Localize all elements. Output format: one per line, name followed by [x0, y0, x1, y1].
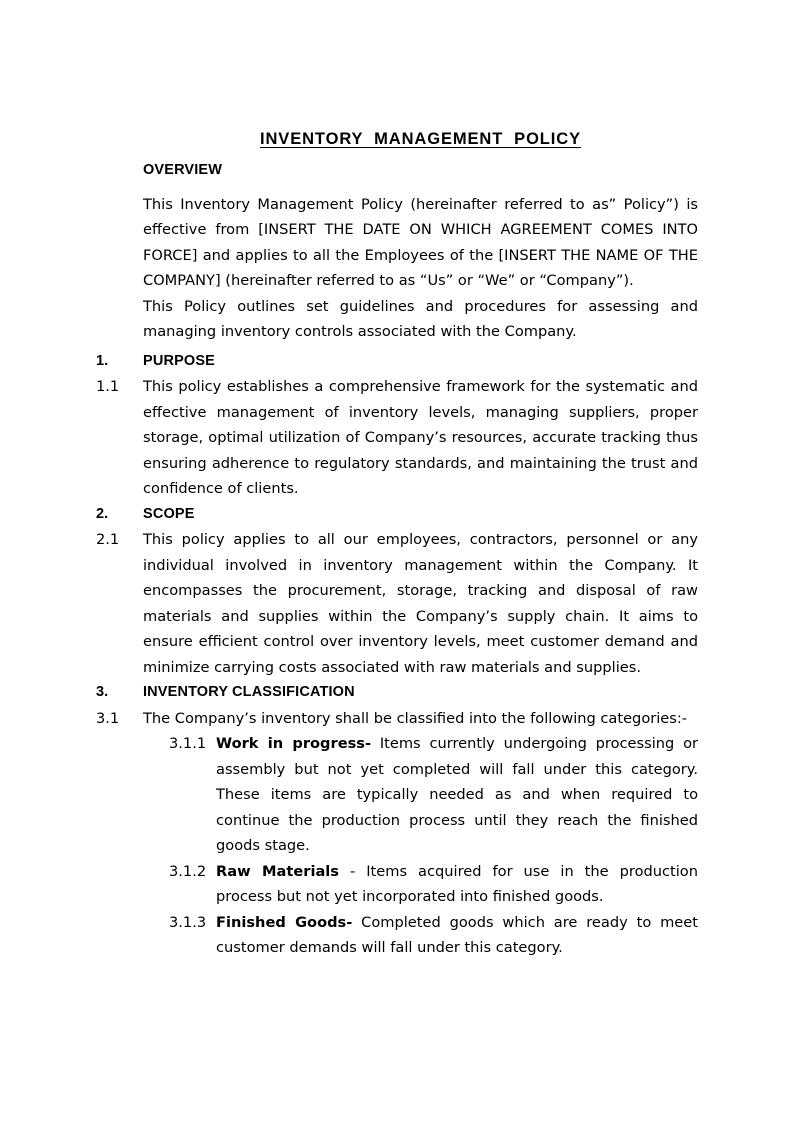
- section-number-3: 3.: [96, 684, 109, 700]
- subclause-body-3-1-3: Completed goods which are ready to meet customer demands will fall under this category.: [216, 913, 698, 956]
- section-heading-row-scope: [96, 502, 698, 528]
- subclause-number-3-1-1: 3.1.1: [169, 735, 207, 752]
- section-heading-row-purpose: [96, 349, 698, 375]
- clause-text-column-3-1: [143, 706, 698, 732]
- section-title-scope: SCOPE: [143, 505, 195, 522]
- subclause-row-3-1-3: [169, 910, 698, 961]
- clause-number-1-1: 1.1: [96, 378, 120, 395]
- subclause-body-3-1-2: - Items acquired for use in the production process but not yet incorporated into finished goods.: [216, 862, 698, 905]
- section-title-purpose: PURPOSE: [143, 352, 215, 369]
- subclause-text-column-3-1-1: [216, 731, 698, 859]
- clause-text-2-1: This policy applies to all our employees, contractors, personnel or any individual involved in inventory management within the Company. It encompasses the procurement, storage, tracking and disposal of raw materials and supplies within the Company’s supply chain. It aims to ensure efficient control over inventory levels, meet customer demand and minimize carrying costs associated with raw materials and supplies.: [143, 531, 698, 676]
- subclause-term-3-1-2: Raw Materials: [216, 862, 339, 880]
- clause-row-3-1: [96, 706, 698, 732]
- overview-paragraph-1: This Inventory Management Policy (hereinafter referred to as” Policy”) is effective from [INSERT THE DATE ON WHICH AGREEMENT COMES INTO FORCE] and applies to all the Employees of the [INSERT THE NAME OF THE COMPANY] (hereinafter referred to as “Us” or “We” or “Company”).: [143, 195, 698, 289]
- subclause-number-3-1-2: 3.1.2: [169, 862, 207, 880]
- overview-spacer: [96, 184, 698, 192]
- subclause-term-3-1-1: Work in progress-: [216, 735, 372, 752]
- clause-number-3-1: 3.1: [96, 709, 120, 727]
- subclause-term-3-1-3: Finished Goods-: [216, 913, 353, 931]
- clause-text-1-1: This policy establishes a comprehensive framework for the systematic and effective management of inventory levels, managing suppliers, proper storage, optimal utilization of Company’s resources, accurate tracking thus ensuring adherence to regulatory standards, and maintaining the trust and confidence of clients.: [143, 378, 698, 497]
- subclause-text-column-3-1-2: [216, 859, 698, 910]
- overview-paragraph-2: This Policy outlines set guidelines and procedures for assessing and managing inventory controls associated with the Company.: [143, 297, 698, 340]
- clause-text-column-2-1: [143, 527, 698, 680]
- overview-text-column: [143, 192, 698, 345]
- clause-text-column-1-1: [143, 374, 698, 502]
- subclause-paragraph-3-1-2: [216, 859, 698, 910]
- subclause-row-3-1-1: [169, 731, 698, 859]
- clause-row-1-1: [96, 374, 698, 502]
- page-title: INVENTORY MANAGEMENT POLICY: [260, 130, 581, 148]
- section-heading-row-inventory-classification: [96, 680, 698, 706]
- section-number-2: 2.: [96, 505, 109, 522]
- document-body: [96, 128, 698, 961]
- subclause-number-3-1-3: 3.1.3: [169, 913, 207, 931]
- overview-heading: OVERVIEW: [143, 162, 223, 178]
- title-spacer: [96, 150, 698, 158]
- subclause-paragraph-3-1-1: [216, 731, 698, 859]
- subclause-body-3-1-1: Items currently undergoing processing or assembly but not yet completed will fall under this category. These items are typically needed as and when required to continue the production process until they reach the finished goods stage.: [216, 735, 698, 854]
- overview-block: [96, 192, 698, 345]
- section-title-inventory-classification: INVENTORY CLASSIFICATION: [143, 684, 355, 700]
- subclause-paragraph-3-1-3: [216, 910, 698, 961]
- subclause-text-column-3-1-3: [216, 910, 698, 961]
- clause-row-2-1: [96, 527, 698, 680]
- clause-number-2-1: 2.1: [96, 531, 120, 548]
- clause-text-3-1: The Company’s inventory shall be classified into the following categories:-: [143, 709, 688, 727]
- section-number-1: 1.: [96, 352, 109, 369]
- subclause-row-3-1-2: [169, 859, 698, 910]
